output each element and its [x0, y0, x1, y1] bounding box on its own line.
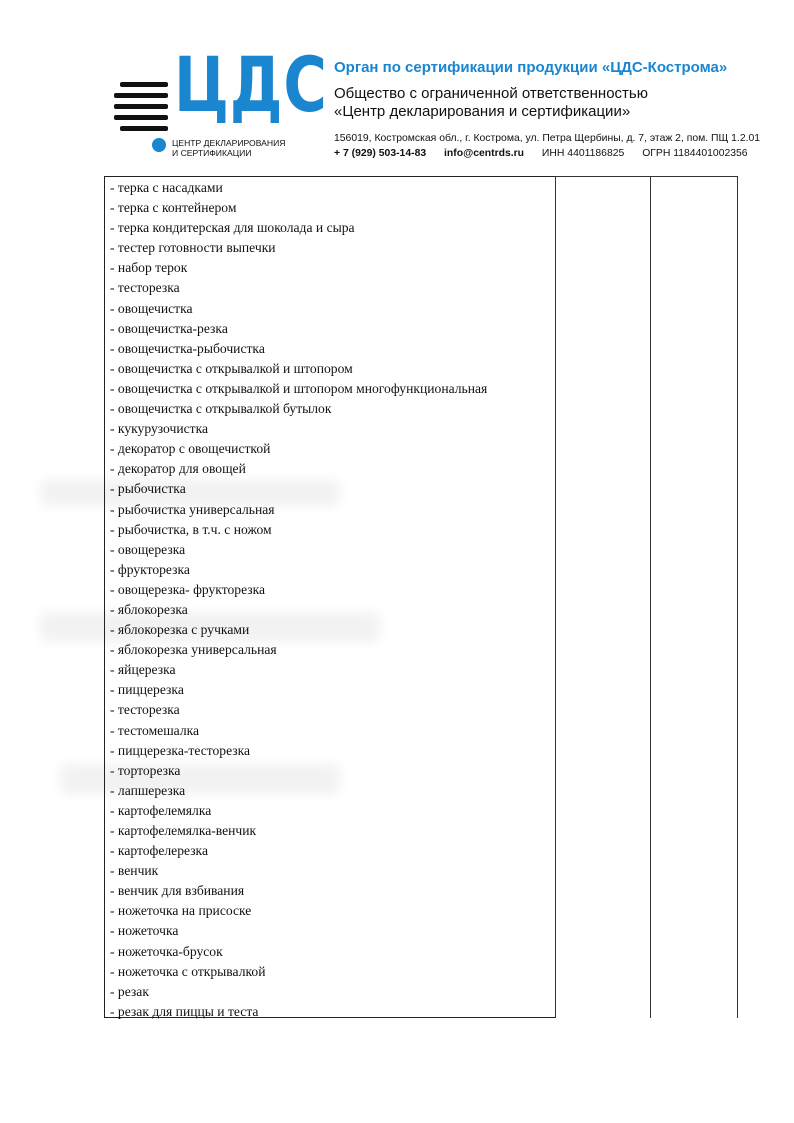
table-top-border: [555, 176, 738, 177]
logo-dot-icon: [152, 138, 166, 152]
list-item: - яблокорезка с ручками: [110, 622, 250, 638]
list-item: - яблокорезка универсальная: [110, 642, 277, 658]
company-logo: [114, 40, 328, 160]
list-item: - картофелемялка-венчик: [110, 823, 257, 838]
list-item: - овощечистка с открывалкой бутылок: [110, 401, 332, 417]
org-inn: ИНН 4401186825: [541, 148, 625, 159]
list-item: - рыбочистка: [110, 481, 186, 497]
logo-subtitle: [172, 138, 312, 158]
list-item: - овощечистка-резка: [110, 320, 228, 336]
logo-subtitle-line1: ЦЕНТР ДЕКЛАРИРОВАНИЯ: [172, 138, 286, 148]
list-item: - овощечистка: [110, 300, 193, 316]
list-item: - овощерезка- фрукторезка: [110, 581, 266, 597]
list-item: - овощечистка с открывалкой и штопором многофункциональная: [110, 380, 488, 396]
list-item: - тесторезка: [110, 702, 180, 718]
list-item: - яйцерезка: [110, 662, 176, 678]
list-item: - резак: [110, 983, 149, 999]
organization-block: [334, 58, 774, 161]
list-item: - овощерезка: [110, 541, 186, 557]
list-item: - торторезка: [110, 762, 181, 778]
list-item: - декоратор с овощечисткой: [110, 441, 271, 457]
org-email: info@centrds.ru: [444, 148, 525, 159]
logo-mark: ЦДС: [174, 40, 328, 129]
logo-subtitle-line2: И СЕРТИФИКАЦИИ: [172, 148, 252, 158]
org-name: [334, 85, 774, 121]
list-item: - тестомешалка: [110, 722, 200, 738]
list-item: - рыбочистка, в т.ч. с ножом: [110, 521, 272, 537]
list-item: - картофелерезка: [110, 843, 208, 859]
list-item: - яблокорезка: [110, 601, 188, 617]
org-contacts: [334, 146, 774, 161]
org-name-line1: Общество с ограниченной ответственностью: [334, 85, 648, 102]
list-item: - кукурузочистка: [110, 421, 209, 437]
org-ogrn: ОГРН 1184401002356: [642, 148, 748, 159]
logo-bars-icon: [114, 82, 170, 137]
list-item: - рыбочистка универсальная: [110, 501, 275, 517]
product-list: [110, 178, 550, 1022]
list-item: - лапшерезка: [110, 782, 186, 798]
list-item: - ножеточка на присоске: [110, 903, 252, 919]
list-item: - пиццерезка-тесторезка: [110, 742, 251, 758]
list-item: - резак для пиццы и теста: [110, 1003, 259, 1019]
list-item: - ножеточка-брусок: [110, 943, 223, 959]
list-item: - набор терок: [110, 260, 188, 276]
list-item: - фрукторезка: [110, 561, 190, 577]
list-item: - пиццерезка: [110, 682, 184, 698]
list-item: - овощечистка-рыбочистка: [110, 340, 265, 356]
org-phone: + 7 (929) 503-14-83: [334, 148, 427, 159]
list-item: - терка с насадками: [110, 180, 223, 195]
list-item: - декоратор для овощей: [110, 461, 246, 477]
list-item: - терка кондитерская для шоколада и сыра: [110, 220, 355, 236]
table-divider: [737, 176, 738, 1018]
org-address: 156019, Костромская обл., г. Кострома, ул. Петра Щербины, д. 7, этаж 2, пом. ПЩ 1.2.01: [334, 133, 761, 144]
org-title: Орган по сертификации продукции «ЦДС-Кострома»: [334, 59, 728, 76]
list-item: - овощечистка с открывалкой и штопором: [110, 360, 353, 376]
table-divider: [555, 176, 556, 1018]
table-divider: [650, 176, 651, 1018]
org-name-line2: «Центр декларирования и сертификации»: [334, 103, 631, 120]
list-item: - тесторезка: [110, 280, 180, 296]
list-item: - венчик для взбивания: [110, 883, 245, 899]
list-item: - тестер готовности выпечки: [110, 240, 276, 256]
list-item: - ножеточка с открывалкой: [110, 963, 266, 979]
list-item: - венчик: [110, 863, 159, 879]
list-item: - ножеточка: [110, 923, 179, 939]
list-item: - терка с контейнером: [110, 200, 237, 216]
list-item: - картофелемялка: [110, 802, 212, 818]
